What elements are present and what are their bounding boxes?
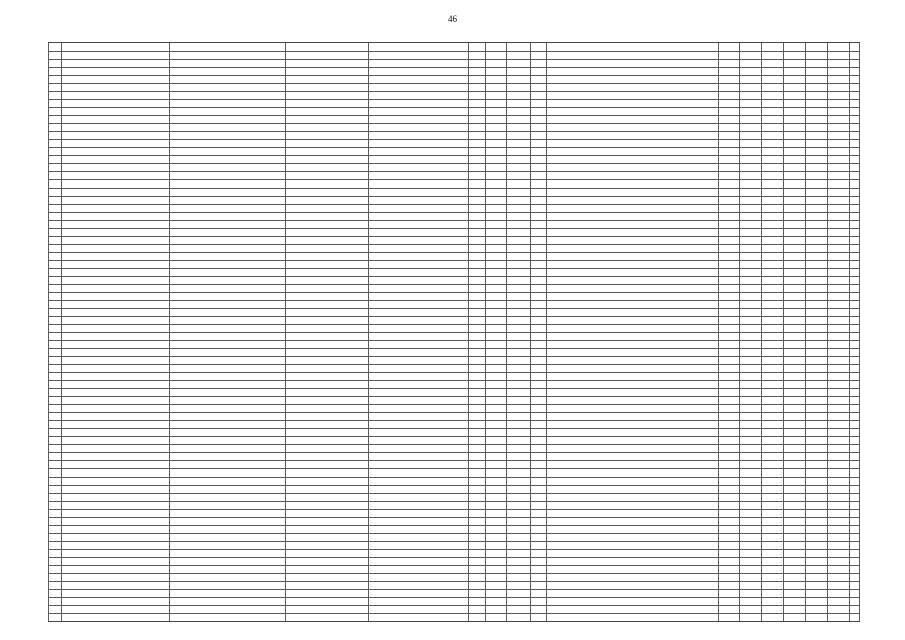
row-rule (48, 171, 860, 172)
row-rule (48, 485, 860, 486)
row-rule (48, 404, 860, 405)
row-rule (48, 276, 860, 277)
register-table (48, 42, 860, 622)
row-rule (48, 388, 860, 389)
row-rule (48, 613, 860, 614)
row-rule (48, 412, 860, 413)
row-rule (48, 268, 860, 269)
row-rule (48, 420, 860, 421)
row-rule (48, 179, 860, 180)
row-rule (48, 428, 860, 429)
row-rule (48, 308, 860, 309)
row-rule (48, 204, 860, 205)
row-rule (48, 163, 860, 164)
row-rule (48, 220, 860, 221)
row-rule (48, 605, 860, 606)
row-rule (48, 541, 860, 542)
row-rule (48, 477, 860, 478)
row-rule (48, 260, 860, 261)
row-rule (48, 444, 860, 445)
row-rule (48, 139, 860, 140)
row-rule (48, 196, 860, 197)
row-rule (48, 436, 860, 437)
row-rule (48, 549, 860, 550)
row-rule (48, 83, 860, 84)
row-rule (48, 155, 860, 156)
row-rule (48, 252, 860, 253)
row-rule (48, 396, 860, 397)
row-rule (48, 59, 860, 60)
row-rule (48, 573, 860, 574)
row-rule (48, 284, 860, 285)
row-rule (48, 581, 860, 582)
row-rule (48, 147, 860, 148)
row-rule (48, 244, 860, 245)
row-rule (48, 324, 860, 325)
row-rule (48, 107, 860, 108)
row-rule (48, 452, 860, 453)
row-rule (48, 468, 860, 469)
row-rule (48, 460, 860, 461)
row-rule (48, 99, 860, 100)
row-rule (48, 91, 860, 92)
row-rule (48, 565, 860, 566)
row-rule (48, 212, 860, 213)
row-rule (48, 493, 860, 494)
row-rule (48, 123, 860, 124)
row-rule (48, 517, 860, 518)
row-rule (48, 292, 860, 293)
row-rule (48, 188, 860, 189)
page-number: 46 (448, 14, 457, 24)
row-rule (48, 525, 860, 526)
row-rule (48, 372, 860, 373)
row-rule (48, 300, 860, 301)
row-rule (48, 332, 860, 333)
row-rule (48, 75, 860, 76)
row-rule (48, 115, 860, 116)
row-rule (48, 557, 860, 558)
row-rule (48, 509, 860, 510)
row-rule (48, 356, 860, 357)
row-rule (48, 131, 860, 132)
row-rule (48, 597, 860, 598)
row-rule (48, 51, 860, 52)
row-rule (48, 380, 860, 381)
row-rule (48, 236, 860, 237)
row-rule (48, 340, 860, 341)
row-rule (48, 67, 860, 68)
row-rule (48, 501, 860, 502)
row-rule (48, 228, 860, 229)
row-rule (48, 533, 860, 534)
row-rule (48, 316, 860, 317)
row-rule (48, 348, 860, 349)
row-rule (48, 589, 860, 590)
row-rule (48, 364, 860, 365)
